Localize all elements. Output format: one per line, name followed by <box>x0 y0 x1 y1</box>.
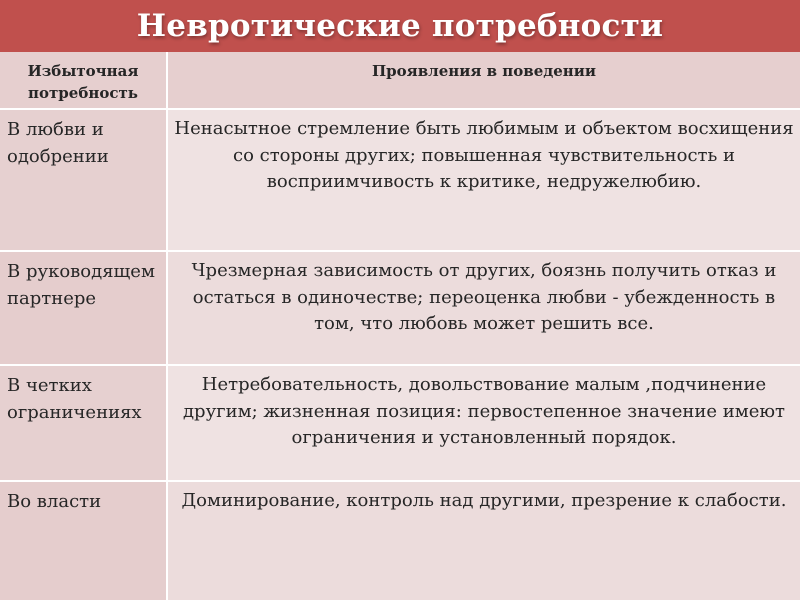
behavior-cell: Чрезмерная зависимость от других, боязнь получить отказ и остаться в одиночестве; переоценка любви - убежденность в том, что любовь может решить все. <box>168 252 800 366</box>
table-row <box>0 482 800 600</box>
need-cell: В любви и одобрении <box>0 110 168 252</box>
header-need: Избыточная потребность <box>0 52 168 110</box>
needs-table <box>0 52 800 600</box>
behavior-cell: Ненасытное стремление быть любимым и объектом восхищения со стороны других; повышенная чувствительность и восприимчивость к критике, недружелюбию. <box>168 110 800 252</box>
title-bar <box>0 0 800 52</box>
table-row <box>0 110 800 252</box>
need-cell: Во власти <box>0 482 168 600</box>
need-cell: В руководящем партнере <box>0 252 168 366</box>
page-title: Невротические потребности <box>136 8 664 44</box>
need-cell: В четких ограничениях <box>0 366 168 482</box>
table-row <box>0 252 800 366</box>
header-behavior: Проявления в поведении <box>168 52 800 110</box>
behavior-cell: Нетребовательность, довольствование малым ,подчинение другим; жизненная позиция: первостепенное значение имеют ограничения и установленный порядок. <box>168 366 800 482</box>
table-row <box>0 366 800 482</box>
behavior-cell: Доминирование, контроль над другими, презрение к слабости. <box>168 482 800 600</box>
table-header-row <box>0 52 800 110</box>
